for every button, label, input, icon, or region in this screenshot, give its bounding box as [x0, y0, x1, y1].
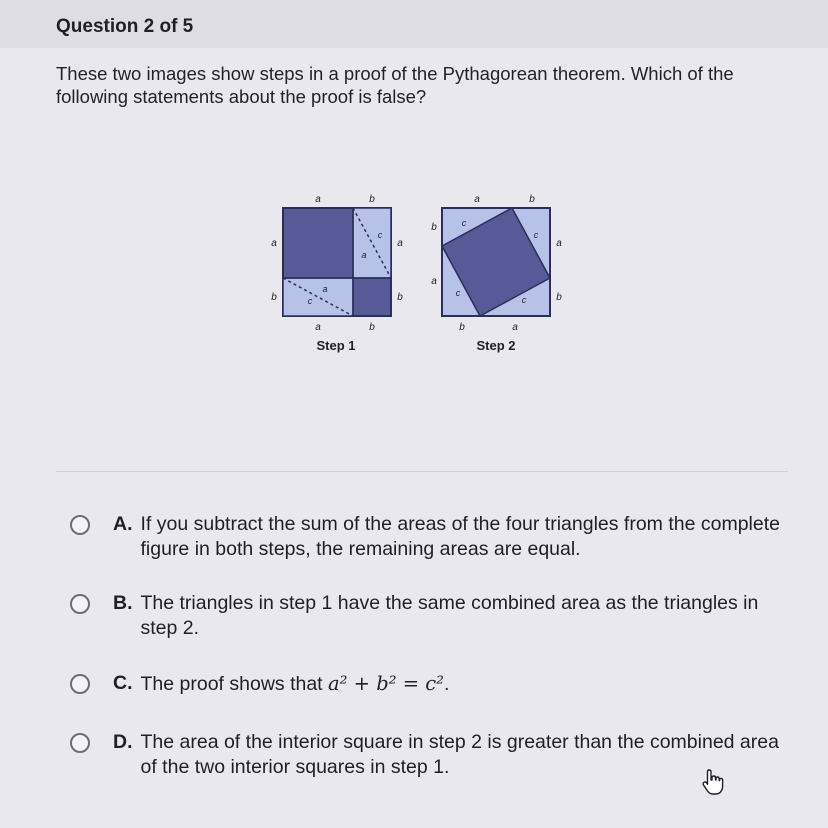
choice-c-letter: C. [113, 672, 133, 694]
question-prompt: These two images show steps in a proof of the Pythagorean theorem. Which of the following statements about the proof is false? [56, 63, 734, 107]
step1-right-label-b: b [397, 292, 403, 303]
step2-hyp-label-c-1: c [461, 218, 467, 228]
step1-inner-label-c-top: c [377, 230, 383, 240]
step1-left-label-b: b [271, 292, 277, 303]
step2-caption: Step 2 [476, 338, 516, 353]
hand-pointer-icon [700, 768, 726, 796]
step2-left-label-b: b [431, 222, 437, 233]
step1-inner-label-a-top: a [361, 250, 367, 260]
step2-hyp-label-c-4: c [521, 295, 527, 305]
step2-right-label-b: b [556, 292, 562, 303]
choice-d-text: The area of the interior square in step 2 is greater than the combined area of the two interior squares in step 1. [140, 731, 779, 778]
step2-top-label-a: a [474, 194, 480, 205]
choice-a-letter: A. [113, 513, 133, 535]
choice-c[interactable] [70, 671, 790, 697]
radio-c[interactable] [70, 674, 90, 694]
step1-inner-label-c-bottom: c [307, 296, 313, 306]
choice-d[interactable] [70, 730, 790, 780]
proof-diagram [250, 188, 580, 363]
choice-a[interactable] [70, 512, 790, 562]
step1-top-label-b: b [369, 194, 375, 205]
step2-bottom-label-a: a [512, 322, 518, 333]
step1-caption: Step 1 [316, 338, 356, 353]
choice-c-suffix: . [443, 673, 450, 695]
step1-inner-label-a-bottom: a [322, 284, 328, 294]
choice-c-prefix: The proof shows that [140, 673, 329, 695]
step1-figure [271, 194, 403, 353]
step2-bottom-label-b: b [459, 322, 465, 333]
choice-b[interactable] [70, 591, 790, 641]
question-counter: Question 2 of 5 [56, 16, 194, 37]
step2-right-label-a: a [556, 238, 562, 249]
step2-top-label-b: b [529, 194, 535, 205]
choice-c-text [141, 671, 791, 697]
radio-b[interactable] [70, 594, 90, 614]
choice-c-formula: a² + b² = c² [328, 672, 444, 695]
step2-figure [431, 194, 562, 353]
choice-d-letter: D. [113, 731, 133, 753]
question-header [0, 0, 828, 48]
step1-right-label-a: a [397, 238, 403, 249]
choice-b-letter: B. [113, 592, 133, 614]
choice-b-text: The triangles in step 1 have the same combined area as the triangles in step 2. [140, 592, 759, 639]
step2-hyp-label-c-3: c [455, 288, 461, 298]
step2-hyp-label-c-2: c [533, 230, 539, 240]
radio-d[interactable] [70, 733, 90, 753]
step2-left-label-a: a [431, 276, 437, 287]
step1-left-label-a: a [271, 238, 277, 249]
proof-figure [250, 188, 580, 363]
step1-bottom-label-b: b [369, 322, 375, 333]
step1-top-label-a: a [315, 194, 321, 205]
radio-a[interactable] [70, 515, 90, 535]
choice-a-text: If you subtract the sum of the areas of the four triangles from the complete figure in both steps, the remaining areas are equal. [140, 513, 780, 560]
section-divider [56, 471, 788, 472]
step1-bottom-label-a: a [315, 322, 321, 333]
